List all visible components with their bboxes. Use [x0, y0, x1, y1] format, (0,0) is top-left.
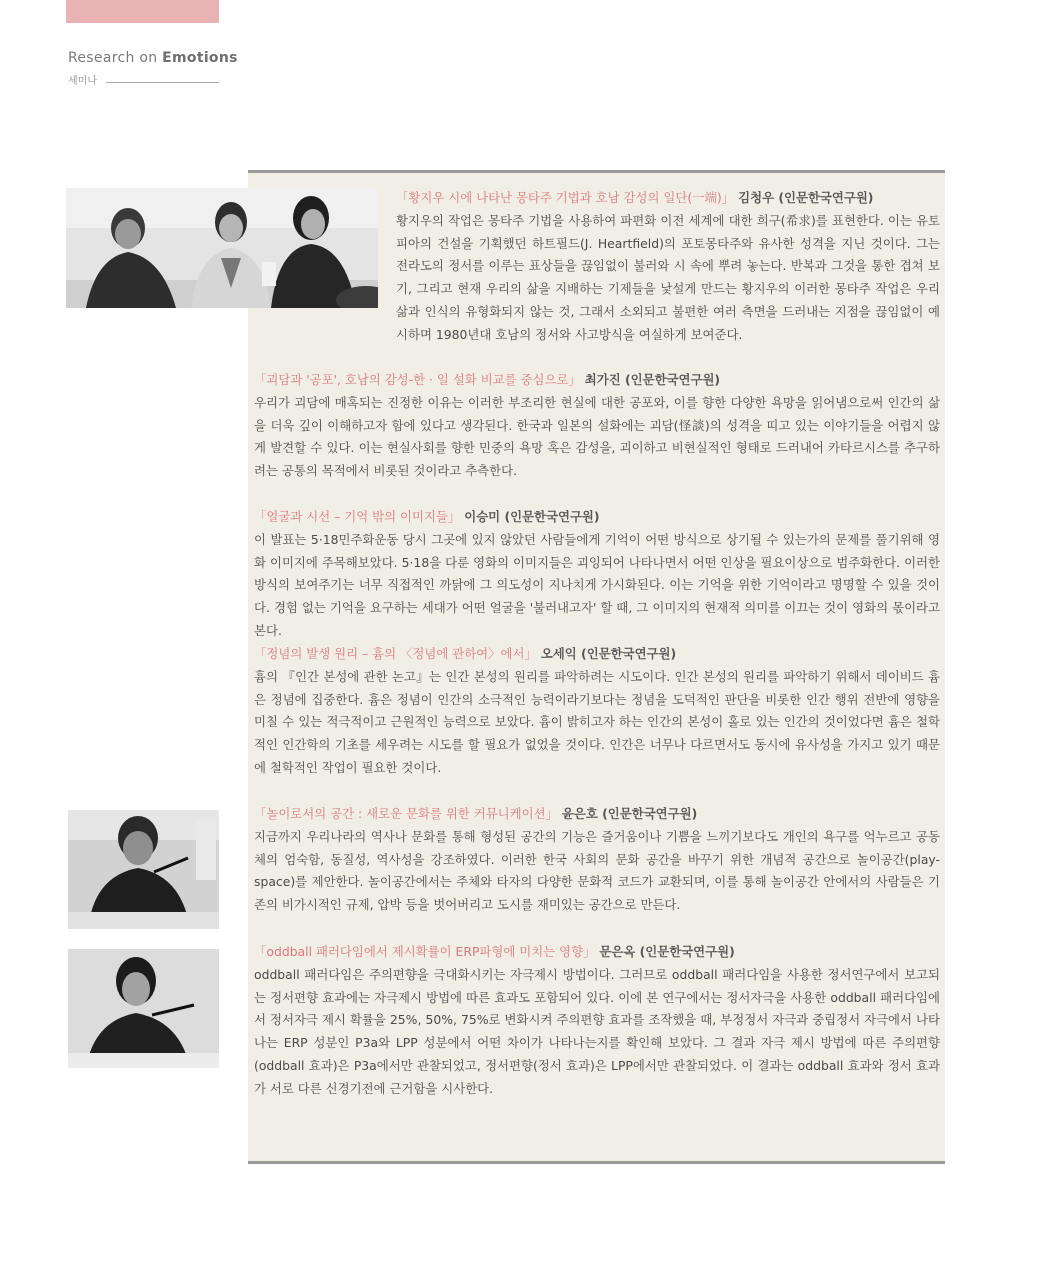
header-accent-tab — [66, 0, 219, 23]
entry-body: 우리가 괴담에 매혹되는 진정한 이유는 이러한 부조리한 현실에 대한 공포와, 이를 향한 다양한 욕망을 읽어냄으로써 인간의 삶을 더욱 깊이 이해하고자 함에 있다고 생각된다. 한국과 일본의 설화에는 괴담(怪談)의 성격을 띠고 있는 이야기들을 어렵지 않게 발견할 수 있다. 이는 현실사회를 향한 민중의 욕망 혹은 감성을, 괴이하고 비현실적인 형태로 드러내어 카타르시스를 추구하려는 공통의 목적에서 비롯된 것이라고 추측한다. — [254, 394, 940, 479]
entry-title: 「황지우 시에 나타난 몽타주 기법과 호남 감성의 일단(一端)」 — [396, 190, 735, 205]
entry-author: 이승미 (인문한국연구원) — [464, 509, 600, 524]
entry-title: 「oddball 패러다임에서 제시확률이 ERP파형에 미치는 영향」 — [254, 944, 596, 959]
header-divider — [106, 82, 219, 83]
entry-5 — [254, 803, 940, 917]
entry-title: 「정념의 발생 원리 – 흄의 〈정념에 관하여〉에서」 — [254, 646, 537, 661]
presenter-photo-male — [68, 810, 219, 929]
entry-body: oddball 패러다임은 주의편향을 극대화시키는 자극제시 방법이다. 그러므로 oddball 패러다임을 사용한 정서연구에서 보고되는 정서편향 효과에는 자극제시 방법에 따른 효과도 포함되어 있다. 이에 본 연구에서는 정서자극을 사용한 oddball 패러다임에서 정서자극 제시 확률을 25%, 50%, 75%로 변화시켜 주의편향 효과를 조작했을 때, 부정정서 자극과 중립정서 자극에서 나타나는 ERP 성분인 P3a와 LPP 성분에서 어떤 차이가 나타나는지를 확인해 보았다. 그 결과 자극 제시 방법에 따른 주의편향(oddball 효과)은 P3a에서만 관찰되었고, 정서편향(정서 효과)은 LPP에서만 관찰되었다. 이 결과는 oddball 효과와 정서 효과가 서로 다른 신경기전에 근거함을 시사한다. — [254, 966, 940, 1096]
entry-4 — [254, 643, 940, 780]
entry-author: 문은옥 (인문한국연구원) — [599, 944, 735, 959]
entry-1-photo-space — [254, 187, 396, 325]
section-title-prefix: Research on — [68, 50, 158, 66]
entry-title: 「얼굴과 시선 – 기억 밖의 이미지들」 — [254, 509, 461, 524]
section-title-emphasis: Emotions — [162, 50, 238, 66]
entry-2 — [254, 369, 940, 483]
entry-title: 「놀이로서의 공간 : 새로운 문화를 위한 커뮤니케이션」 — [254, 806, 558, 821]
entry-1 — [254, 187, 940, 347]
entry-author: 윤은호 (인문한국연구원) — [561, 806, 698, 821]
entry-body: 황지우의 작업은 몽타주 기법을 사용하여 파편화 이전 세계에 대한 희구(希求)를 표현한다. 이는 유토피아의 건설을 기획했던 하트필드(J. Heartfield)의 포토몽타주와 유사한 성격을 지닌 것이다. 그는 전라도의 정서를 이루는 표상들을 끊임없이 불러와 시 속에 뿌려 놓는다. 반복과 그것을 통한 겹쳐 보기, 그리고 현재 우리의 삶을 지배하는 기제들을 낯설게 만드는 황지우의 이러한 몽타주 작업은 우리 삶과 인식의 유형화되지 않는 것, 그래서 소외되고 불편한 여러 측면을 드러내는 지점을 끊임없이 예시하며 1980년대 호남의 정서와 사고방식을 여실하게 보여준다. — [396, 212, 940, 342]
entry-author: 오세익 (인문한국연구원) — [540, 646, 677, 661]
entry-body: 흄의 『인간 본성에 관한 논고』는 인간 본성의 원리를 파악하려는 시도이다. 인간 본성의 원리를 파악하기 위해서 데이비드 흄은 정념에 집중한다. 흄은 정념이 인간의 소극적인 능력이라기보다는 정념을 도덕적인 판단을 비롯한 인간 행위 전반에 영향을 미칠 수 있는 적극적이고 근원적인 능력으로 보았다. 흄이 밝히고자 하는 인간의 본성이 홀로 있는 인간의 것이었다면 흄은 철학적인 인간학의 기초를 세우려는 시도를 할 필요가 없었을 것이다. 인간은 너무나 다르면서도 동시에 유사성을 가지고 있기 때문에 철학적인 작업이 필요한 것이다. — [254, 668, 940, 775]
presenter-photo-female — [68, 949, 219, 1068]
entry-3 — [254, 506, 940, 643]
entry-body: 이 발표는 5·18민주화운동 당시 그곳에 있지 않았던 사람들에게 기억이 어떤 방식으로 상기될 수 있는가의 문제를 풀기위해 영화 이미지에 주목해보았다. 5·18을 다룬 영화의 이미지들은 괴잉되어 나타나면서 어떤 인상을 필요이상으로 범주화한다. 이러한 방식의 보여주기는 너무 직접적인 까닭에 그 의도성이 지나치게 가시화된다. 이는 기억을 위한 기억이라고 명명할 수 있을 것이다. 경험 없는 기억을 요구하는 세대가 어떤 얼굴을 '불러내고자' 할 때, 그 이미지의 현재적 의미를 이끄는 것이 영화의 몫이라고 본다. — [254, 531, 940, 638]
entry-6 — [254, 941, 940, 1101]
entry-title: 「괴담과 '공포', 호남의 감성-한 · 일 설화 비교를 중심으로」 — [254, 372, 581, 387]
entry-author: 김청우 (인문한국연구원) — [738, 190, 874, 205]
section-title — [68, 50, 238, 66]
entry-author: 최가진 (인문한국연구원) — [584, 372, 721, 387]
entry-body: 지금까지 우리나라의 역사나 문화를 통해 형성된 공간의 기능은 즐거움이나 기쁨을 느끼기보다도 개인의 욕구를 억누르고 공동체의 엄숙함, 동질성, 역사성을 강조하였다. 이러한 한국 사회의 문화 공간을 바꾸기 위한 개념적 공간으로 놀이공간(play-space)를 제안한다. 놀이공간에서는 주체와 타자의 다양한 문화적 코드가 교환되며, 이를 통해 놀이공간 안에서의 사람들은 기존의 비가시적인 규제, 압박 등을 벗어버리고 도시를 재미있는 공간으로 만든다. — [254, 828, 940, 913]
section-subtitle: 세미나 — [68, 76, 97, 87]
